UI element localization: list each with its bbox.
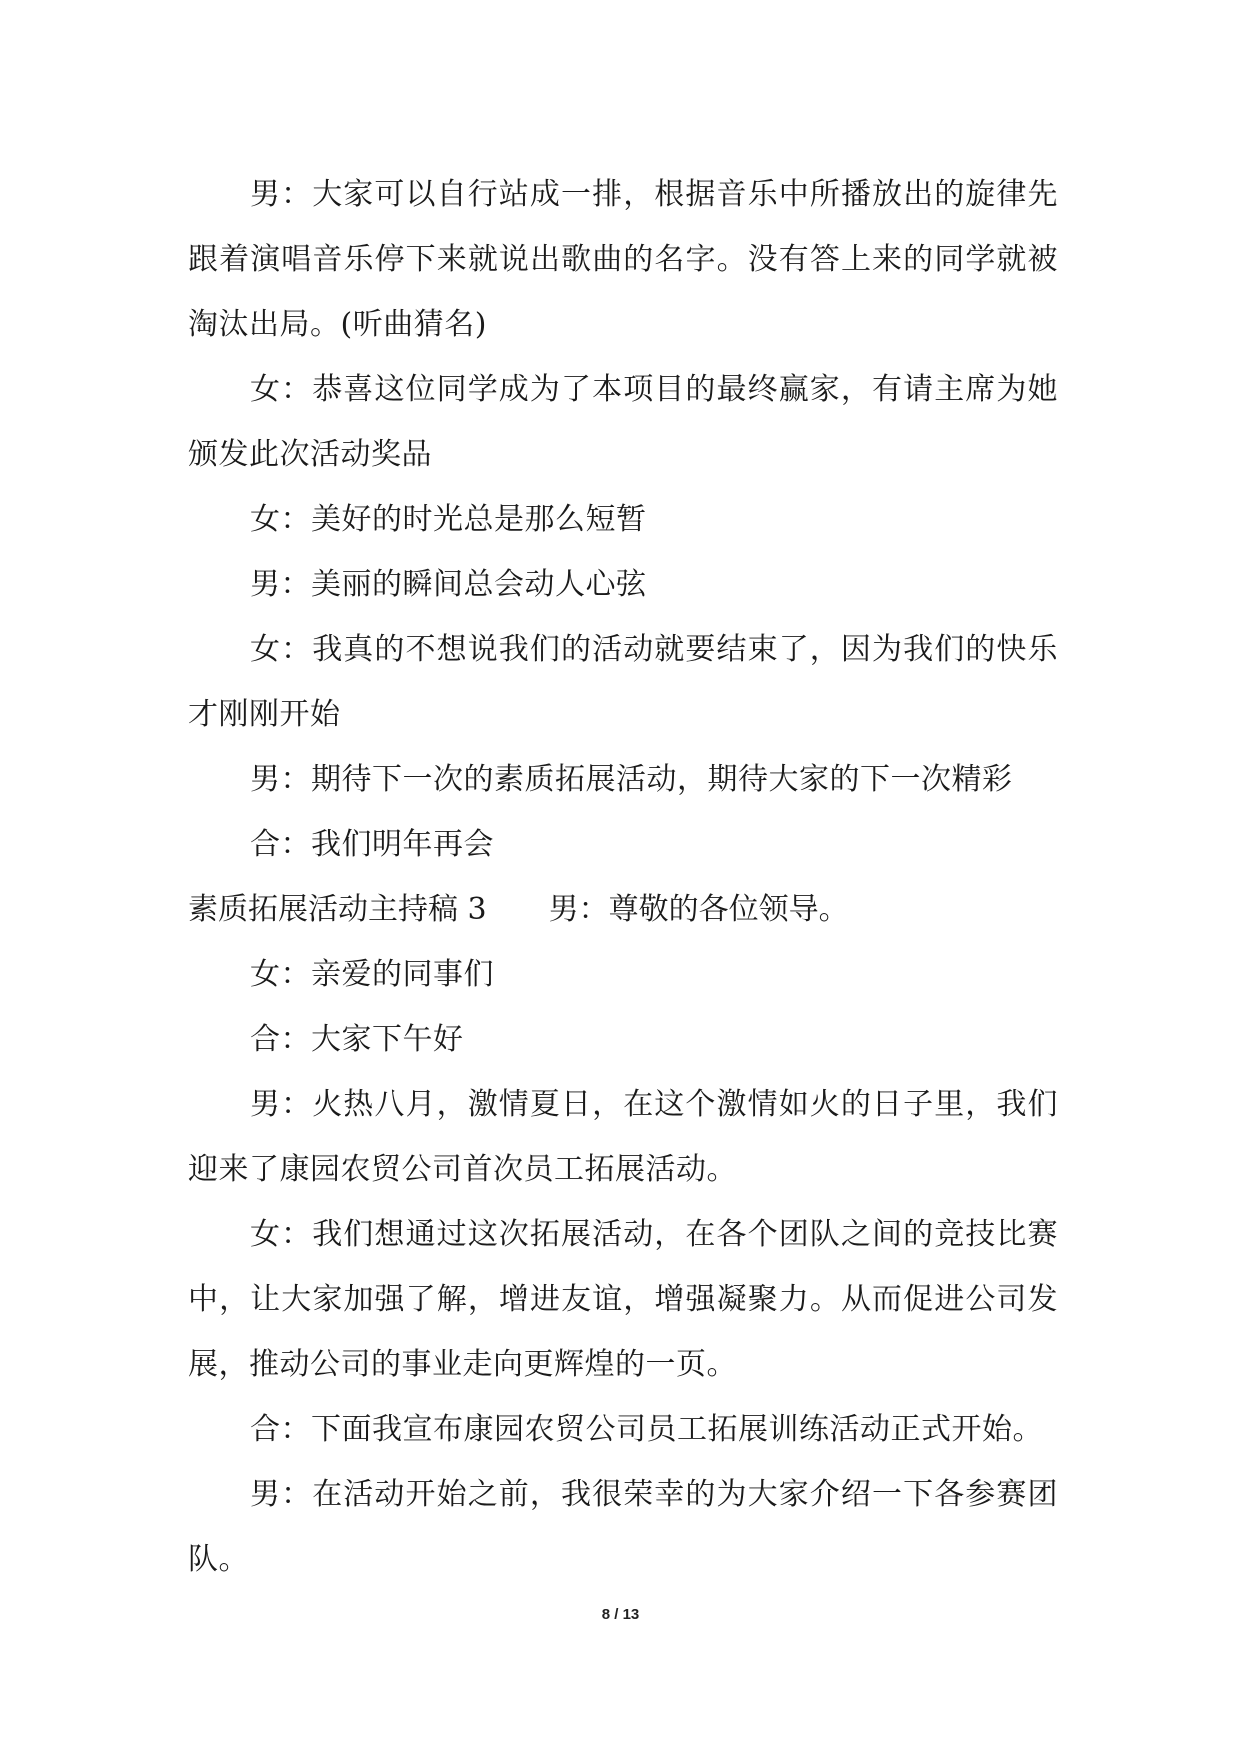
- paragraph: 男：期待下一次的素质拓展活动，期待大家的下一次精彩: [250, 762, 1013, 797]
- section-title: 素质拓展活动主持稿 3: [188, 892, 487, 927]
- paragraph: 女：我们想通过这次拓展活动，在各个团队之间的竞技比赛中，让大家加强了解，增进友谊，增强凝聚力。从而促进公司发展，推动公司的事业走向更辉煌的一页。: [188, 1217, 1058, 1382]
- paragraph: 女：恭喜这位同学成为了本项目的最终赢家，有请主席为她颁发此次活动奖品: [188, 372, 1058, 472]
- paragraph: 合：大家下午好: [250, 1022, 464, 1057]
- paragraph: 男：美丽的瞬间总会动人心弦: [250, 567, 647, 602]
- page-number: 8 / 13: [601, 1606, 640, 1623]
- paragraph: 男：大家可以自行站成一排，根据音乐中所播放出的旋律先跟着演唱音乐停下来就说出歌曲的名字。没有答上来的同学就被淘汰出局。(听曲猜名): [188, 177, 1058, 342]
- section-heading-line: [188, 877, 1058, 942]
- section-first-line: 男：尊敬的各位领导。: [548, 892, 849, 927]
- paragraph: 女：亲爱的同事们: [250, 957, 494, 992]
- paragraph: 合：下面我宣布康园农贸公司员工拓展训练活动正式开始。: [250, 1412, 1043, 1447]
- document-body: [188, 162, 1058, 1592]
- paragraph: 女：美好的时光总是那么短暂: [250, 502, 647, 537]
- paragraph: 女：我真的不想说我们的活动就要结束了，因为我们的快乐才刚刚开始: [188, 632, 1058, 732]
- paragraph: 男：在活动开始之前，我很荣幸的为大家介绍一下各参赛团队。: [188, 1477, 1058, 1577]
- paragraph: 合：我们明年再会: [250, 827, 494, 862]
- paragraph: 男：火热八月，激情夏日，在这个激情如火的日子里，我们迎来了康园农贸公司首次员工拓展活动。: [188, 1087, 1058, 1187]
